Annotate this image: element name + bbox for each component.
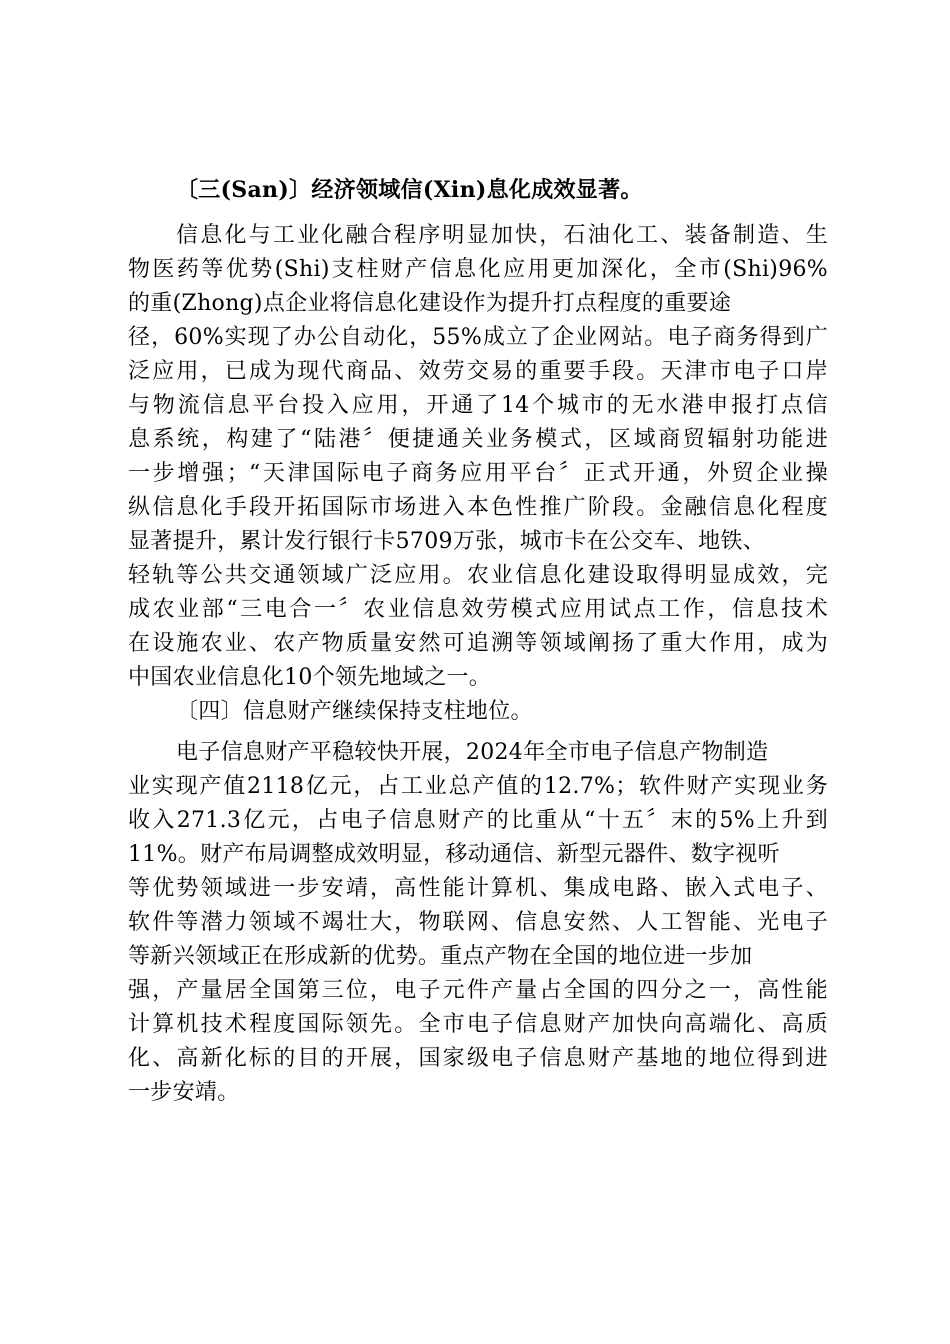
section-4-line-11: 一步安靖。 — [128, 1080, 240, 1105]
section-3-line-1: 信息化与工业化融合程序明显加快，石油化工、装备制造、生 — [176, 223, 828, 248]
section-3-line-10: 显著提升，累计发行银行卡5709万张，城市卡在公交车、地铁、 — [128, 529, 765, 554]
section-3-line-5: 泛应用，已成为现代商品、效劳交易的重要手段。天津市电子口岸 — [128, 359, 828, 384]
section-4-line-4: 11%。财产布局调整成效明显，移动通信、新型元器件、数字视听 — [128, 842, 780, 867]
section-3-line-7: 息系统，构建了“陆港〞便捷通关业务模式，区域商贸辐射功能进 — [128, 427, 828, 452]
section-3-line-6: 与物流信息平台投入应用，开通了14个城市的无水港申报打点信 — [128, 393, 828, 418]
section-4-line-6: 软件等潜力领域不竭壮大，物联网、信息安然、人工智能、光电子 — [128, 910, 828, 935]
section-4-line-1: 电子信息财产平稳较快开展，2024年全市电子信息产物制造 — [176, 740, 769, 765]
section-3-line-8: 一步增强；“天津国际电子商务应用平台〞正式开通，外贸企业操 — [128, 461, 828, 486]
section-4-line-7: 等新兴领域正在形成新的优势。重点产物在全国的地位进一步加 — [128, 944, 753, 969]
section-3-line-14: 中国农业信息化10个领先地域之一。 — [128, 665, 492, 690]
section-4-line-10: 化、高新化标的目的开展，国家级电子信息财产基地的地位得到进 — [128, 1046, 828, 1071]
section-4-line-9: 计算机技术程度国际领先。全市电子信息财产加快向高端化、高质 — [128, 1012, 828, 1037]
section-4-heading: 〔四〕信息财产继续保持支柱地位。 — [176, 699, 533, 724]
section-3-line-9: 纵信息化手段开拓国际市场进入本色性推广阶段。金融信息化程度 — [128, 495, 828, 520]
section-4-line-8: 强，产量居全国第三位，电子元件产量占全国的四分之一，高性能 — [128, 978, 828, 1003]
section-4-line-5: 等优势领域进一步安靖，高性能计算机、集成电路、嵌入式电子、 — [128, 876, 828, 901]
section-3-line-11: 轻轨等公共交通领域广泛应用。农业信息化建设取得明显成效，完 — [128, 563, 828, 588]
section-3-line-12: 成农业部“三电合一〞农业信息效劳模式应用试点工作，信息技术 — [128, 597, 828, 622]
section-3-line-2: 物医药等优势(Shi)支柱财产信息化应用更加深化，全市(Shi)96% — [128, 257, 828, 282]
section-4-line-2: 业实现产值2118亿元，占工业总产值的12.7%；软件财产实现业务 — [128, 774, 828, 799]
section-3-line-4: 径，60%实现了办公自动化，55%成立了企业网站。电子商务得到广 — [128, 325, 828, 350]
section-3-heading: 〔三(San)〕经济领域信(Xin)息化成效显著。 — [176, 177, 643, 203]
section-3-line-3: 的重(Zhong)点企业将信息化建设作为提升打点程度的重要途 — [128, 291, 732, 316]
section-3-line-13: 在设施农业、农产物质量安然可追溯等领域阐扬了重大作用，成为 — [128, 631, 828, 656]
section-4-line-3: 收入271.3亿元，占电子信息财产的比重从“十五〞末的5%上升到 — [128, 808, 828, 833]
